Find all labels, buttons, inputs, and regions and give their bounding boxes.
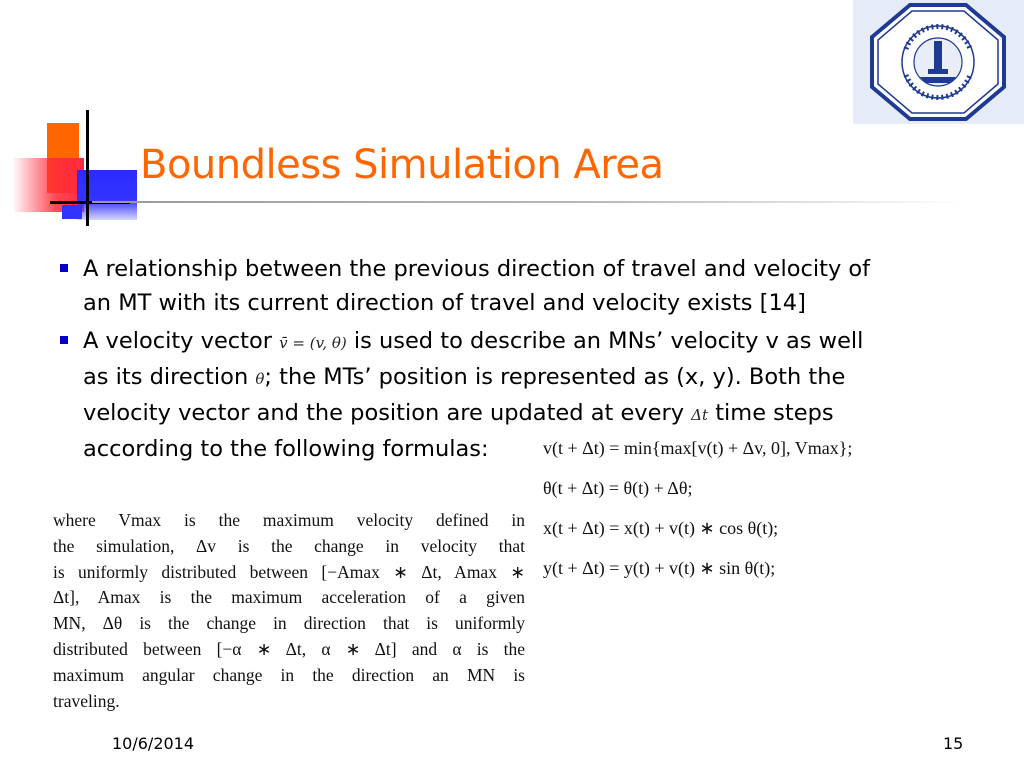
formula-x-position: x(t + Δt) = x(t) + v(t) ∗ cos θ(t); <box>543 518 779 538</box>
formula-direction: θ(t + Δt) = θ(t) + Δθ; <box>543 478 693 498</box>
definition-line: Δt], Amax is the maximum acceleration of a given <box>53 587 525 608</box>
theta-math: θ <box>255 370 265 388</box>
footer-date: 10/6/2014 <box>112 734 195 753</box>
text: as its direction <box>83 364 256 390</box>
definition-line: where Vmax is the maximum velocity defined in <box>53 510 525 530</box>
text: ; the MTs’ position is represented as (x, y). Both the <box>264 364 846 390</box>
slide-title: Boundless Simulation Area <box>140 142 664 188</box>
decor-blue-small-square <box>62 205 82 219</box>
text: A velocity vector <box>83 328 280 354</box>
velocity-vector-math: v̄ = (v, θ) <box>279 334 347 352</box>
bullet-2-line-2 <box>83 360 980 396</box>
decor-vertical-line <box>86 110 89 226</box>
text: is used to describe an MNs’ velocity v as well <box>346 328 864 354</box>
bullet-square-icon <box>60 264 68 272</box>
definition-line: distributed between [−α ∗ Δt, α ∗ Δt] and α is the <box>53 638 525 659</box>
definition-line: is uniformly distributed between [−Amax ∗ Δt, Amax ∗ <box>53 561 525 582</box>
definitions-paragraph <box>53 508 525 714</box>
bullet-square-icon <box>60 336 68 344</box>
university-seal-logo <box>870 3 1006 121</box>
definition-line: the simulation, Δv is the change in velocity that <box>53 535 525 556</box>
definition-line: maximum angular change in the direction an MN is <box>53 664 525 685</box>
bullet-1-line-1: A relationship between the previous direction of travel and velocity of <box>83 256 871 282</box>
bullet-2-line-3 <box>83 396 980 432</box>
definition-line: MN, Δθ is the change in direction that is uniformly <box>53 613 525 634</box>
delta-t-math: Δt <box>691 406 709 424</box>
text: velocity vector and the position are updated at every <box>83 400 692 426</box>
bullet-2-line-1 <box>83 324 980 360</box>
bullet-1-line-2: an MT with its current direction of travel and velocity exists [14] <box>83 290 806 316</box>
text: time steps <box>708 400 834 426</box>
bullet-2-line-4: according to the following formulas: <box>83 436 489 462</box>
bullet-item-1 <box>60 252 980 320</box>
title-rule <box>92 201 964 203</box>
formula-y-position: y(t + Δt) = y(t) + v(t) ∗ sin θ(t); <box>543 558 776 578</box>
definition-line: traveling. <box>53 690 120 711</box>
formula-velocity: v(t + Δt) = min{max[v(t) + Δv, 0], Vmax}; <box>543 438 853 458</box>
slide-number: 15 <box>943 734 964 753</box>
